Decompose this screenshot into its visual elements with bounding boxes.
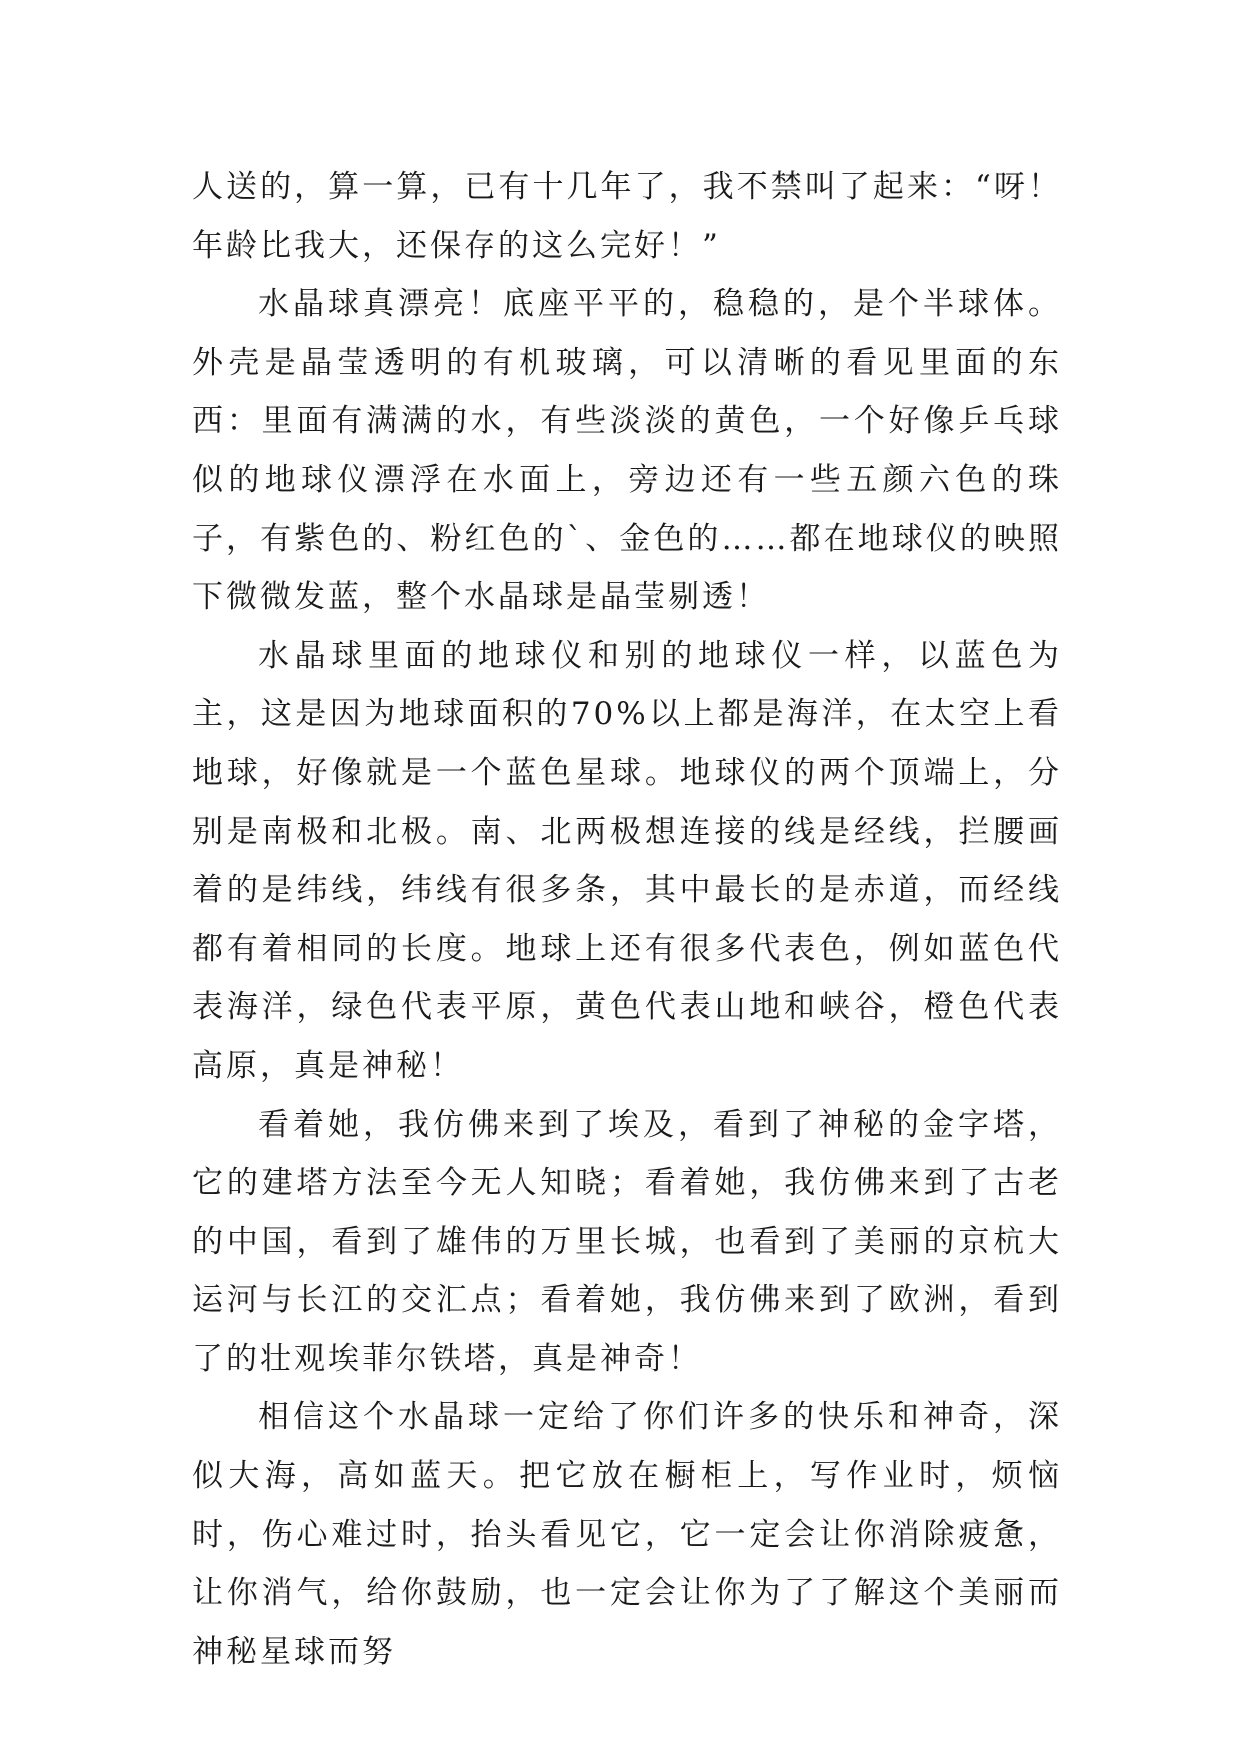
paragraph-5: 相信这个水晶球一定给了你们许多的快乐和神奇，深似大海，高如蓝天。把它放在橱柜上，写作业时，烦恼时，伤心难过时，抬头看见它，它一定会让你消除疲惫，让你消气，给你鼓励，也一定会让你为了了解这个美丽而神秘星球而努 (192, 1399, 1062, 1670)
paragraph-4: 看着她，我仿佛来到了埃及，看到了神秘的金字塔，它的建塔方法至今无人知晓；看着她，我仿佛来到了古老的中国，看到了雄伟的万里长城，也看到了美丽的京杭大运河与长江的交汇点；看着她，我仿佛来到了欧洲，看到了的壮观埃菲尔铁塔，真是神奇！ (192, 1106, 1062, 1377)
document-body (192, 158, 1062, 1681)
paragraph-2: 水晶球真漂亮！底座平平的，稳稳的，是个半球体。外壳是晶莹透明的有机玻璃，可以清晰的看见里面的东西：里面有满满的水，有些淡淡的黄色，一个好像乒乓球似的地球仪漂浮在水面上，旁边还有一些五颜六色的珠子，有紫色的、粉红色的`、金色的……都在地球仪的映照下微微发蓝，整个水晶球是晶莹剔透！ (192, 286, 1062, 616)
paragraph-1: 人送的，算一算，已有十几年了，我不禁叫了起来：“呀！年龄比我大，还保存的这么完好！” (192, 169, 1062, 264)
paragraph-3: 水晶球里面的地球仪和别的地球仪一样，以蓝色为主，这是因为地球面积的70%以上都是海洋，在太空上看地球，好像就是一个蓝色星球。地球仪的两个顶端上，分别是南极和北极。南、北两极想连接的线是经线，拦腰画着的是纬线，纬线有很多条，其中最长的是赤道，而经线都有着相同的长度。地球上还有很多代表色，例如蓝色代表海洋，绿色代表平原，黄色代表山地和峡谷，橙色代表高原，真是神秘！ (192, 637, 1062, 1084)
